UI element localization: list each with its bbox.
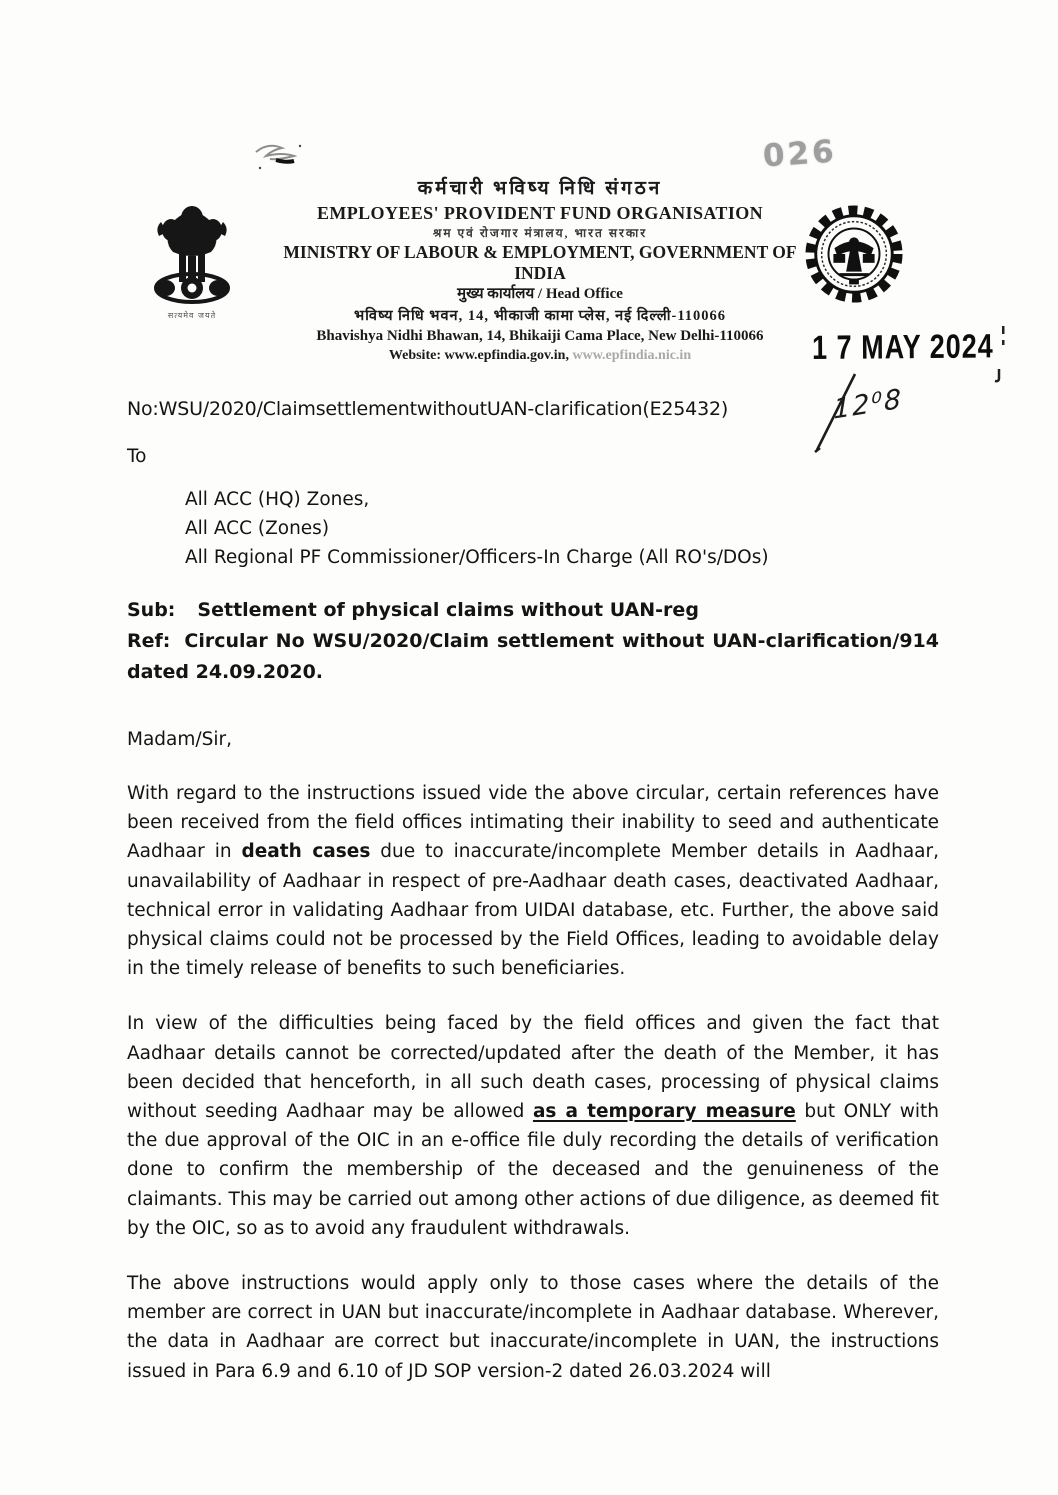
paragraph-text: With regard to the instructions issued vide the above circular, certain references have been received from the field offices intimating their inability to seed and authenticate Aadhaar in xyxy=(127,783,939,863)
addressee-item: All ACC (Zones) xyxy=(185,518,330,539)
subject-line xyxy=(127,595,939,626)
handwritten-number-topright: 026 xyxy=(761,133,838,175)
ministry-line-english: MINISTRY OF LABOUR & EMPLOYMENT, GOVERNMENT OF INDIA xyxy=(283,242,797,283)
ink-tick-mark xyxy=(999,326,1007,352)
reference-citation-line xyxy=(127,626,939,688)
subject-reference-block xyxy=(127,595,939,688)
head-office-line: मुख्य कार्यालय / Head Office xyxy=(457,286,623,302)
paragraph-2 xyxy=(127,1009,939,1243)
reference-label: Ref: xyxy=(127,630,171,652)
addressee-item: All Regional PF Commissioner/Officers-In Charge (All RO's/DOs) xyxy=(185,547,769,568)
subject-label: Sub: xyxy=(127,599,176,621)
paragraph-text: but ONLY with the due approval of the OIC in an e-office file duly recording the details of verification done to confirm the membership of the deceased and the genuineness of the claimants. This may be carried out among other actions of due diligence, as deemed fit by the OIC, so as to avoid any fraudulent withdrawals. xyxy=(127,1101,939,1239)
handwritten-dispatch-digits: 12⁰8 xyxy=(833,383,904,426)
org-name-english: EMPLOYEES' PROVIDENT FUND ORGANISATION xyxy=(316,203,764,223)
paragraph-text: In view of the difficulties being faced by the field offices and given the fact that Aadhaar details cannot be corrected/updated after the death of the Member, it has been decided that henceforth, in all such death cases, processing of physical claims without seeding Aadhaar may be allowed xyxy=(127,1013,939,1123)
website-url: Website: www.epfindia.gov.in, xyxy=(388,348,569,363)
ink-dot-mark xyxy=(992,368,1004,384)
letter-body xyxy=(127,383,939,1386)
bold-underlined-phrase-temporary-measure: as a temporary measure xyxy=(532,1101,796,1123)
paragraph-1 xyxy=(127,779,939,983)
website-line xyxy=(258,346,822,365)
address-line-hindi: भविष्य निधि भवन, 14, भीकाजी कामा प्लेस, नई दिल्ली-110066 xyxy=(353,308,727,324)
org-name-hindi: कर्मचारी भविष्य निधि संगठन xyxy=(417,178,663,199)
handwritten-dispatch-number xyxy=(803,370,923,454)
ink-smudge-mark xyxy=(248,138,318,178)
epfo-logo xyxy=(800,203,908,309)
ministry-line-hindi: श्रम एवं रोजगार मंत्रालय, भारत सरकार xyxy=(432,226,648,240)
lion-capital-icon xyxy=(149,198,235,308)
paragraph-text: due to inaccurate/incomplete Member details in Aadhaar, unavailability of Aadhaar in respect of pre-Aadhaar death cases, deactivated Aadhaar, technical error in validating Aadhaar from UIDAI database, etc. Further, the above said physical claims could not be processed by the Field Offices, leading to avoidable delay in the timely release of benefits to such beneficiaries. xyxy=(127,841,939,980)
epfo-gear-seal-icon xyxy=(800,203,908,305)
addressee-item: All ACC (HQ) Zones, xyxy=(185,489,370,510)
india-national-emblem xyxy=(146,198,238,321)
subject-text: Settlement of physical claims without UAN-reg xyxy=(197,599,699,621)
bold-phrase-death-cases: death cases xyxy=(241,841,371,863)
reference-number-line xyxy=(127,383,939,426)
addressee-list xyxy=(185,485,939,572)
emblem-motto: सत्यमेव जयते xyxy=(167,311,217,320)
website-url-faint: www.epfindia.nic.in xyxy=(572,348,692,363)
address-line-english: Bhavishya Nidhi Bhawan, 14, Bhikaiji Cama Place, New Delhi-110066 xyxy=(316,328,764,344)
letterhead xyxy=(258,176,822,365)
paragraph-3: The above instructions would apply only to those cases where the details of the member are correct in UAN but inaccurate/incomplete in Aadhaar database. Wherever, the data in Aadhaar are correct but inaccurate/incomplete in UAN, the instructions issued in Para 6.9 and 6.10 of JD SOP version-2 dated 26.03.2024 will xyxy=(127,1273,939,1382)
received-date-stamp: 1 7 MAY 2024 xyxy=(812,327,994,367)
salutation: Madam/Sir, xyxy=(127,729,233,750)
reference-number: No:WSU/2020/ClaimsettlementwithoutUAN-clarification(E25432) xyxy=(127,398,729,420)
to-label: To xyxy=(127,446,147,467)
reference-text: Circular No WSU/2020/Claim settlement without UAN-clarification/914 dated 24.09.2020. xyxy=(127,630,939,683)
